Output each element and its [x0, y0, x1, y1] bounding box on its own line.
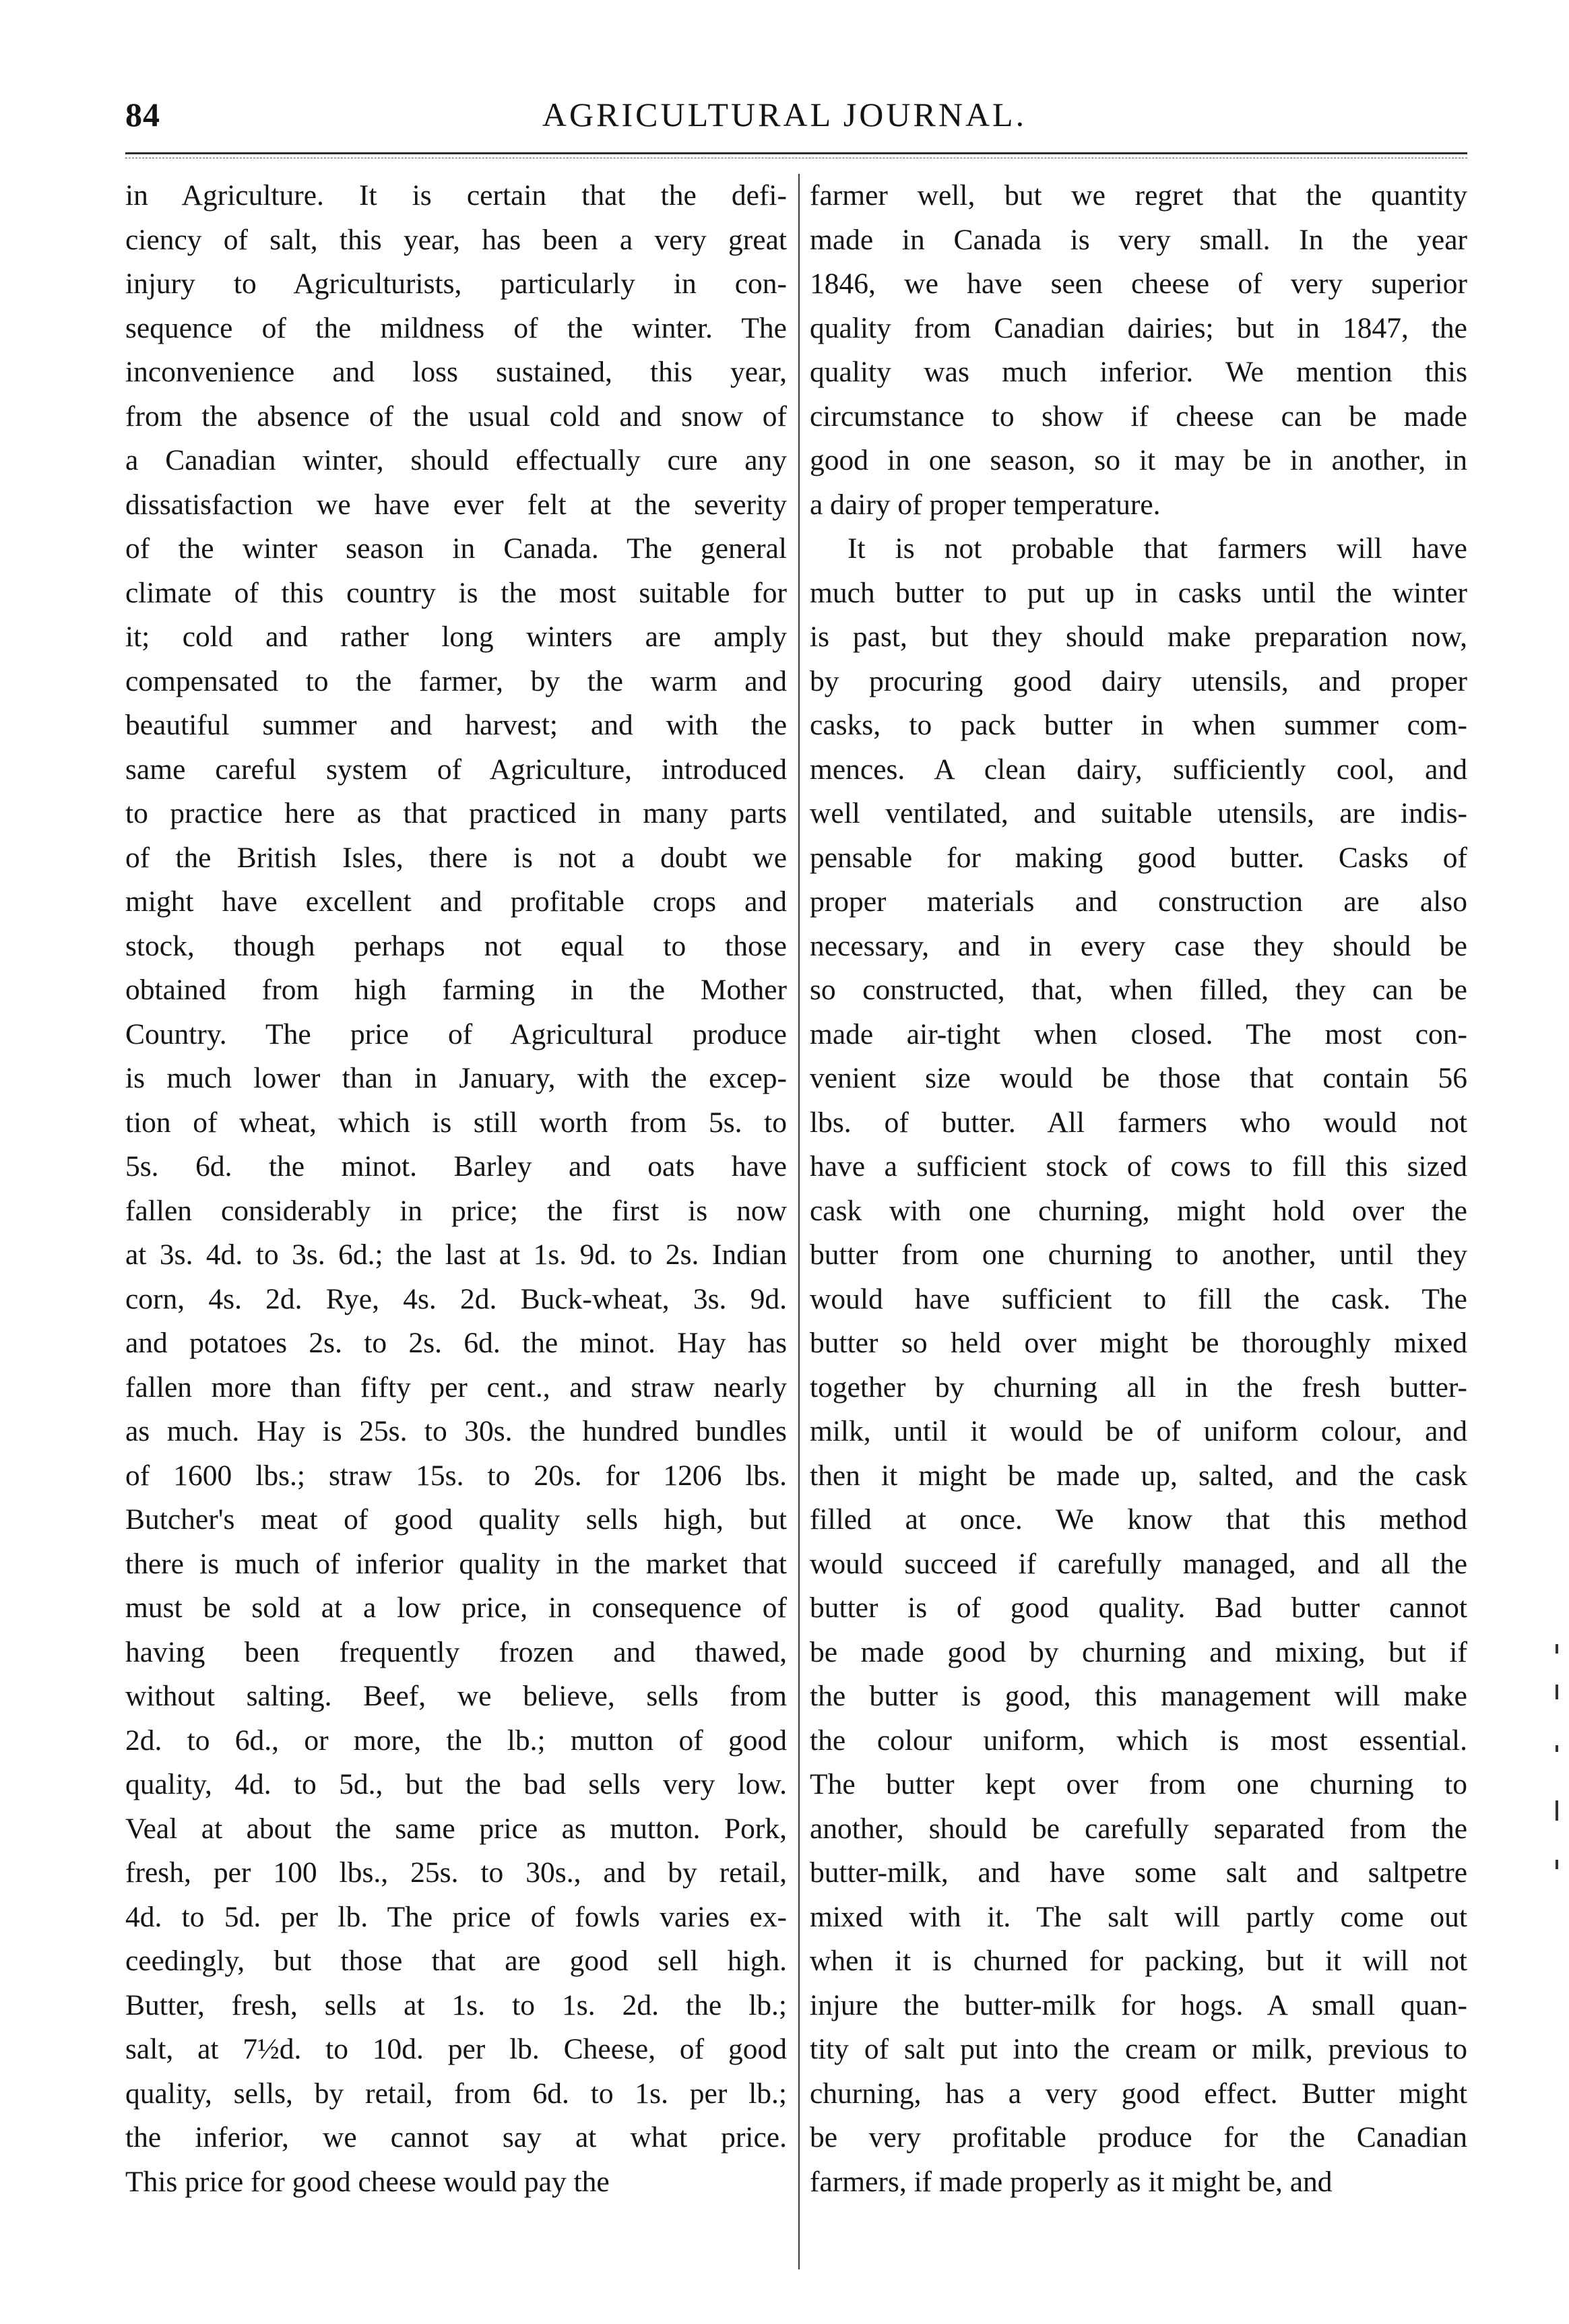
text-line: without salting. Beef, we believe, sells from: [125, 1680, 787, 1712]
text-line: mences. A clean dairy, sufficiently cool, and: [810, 753, 1467, 786]
text-line: would succeed if carefully managed, and all the: [810, 1547, 1467, 1580]
text-line: having been frequently frozen and thawed,: [125, 1635, 787, 1668]
text-line: might have excellent and profitable crops and: [125, 885, 787, 918]
text-line: as much. Hay is 25s. to 30s. the hundred bundles: [125, 1415, 787, 1447]
text-line: of the winter season in Canada. The general: [125, 532, 787, 565]
text-line: 5s. 6d. the minot. Barley and oats have: [125, 1150, 787, 1183]
text-line: butter is of good quality. Bad butter cannot: [810, 1592, 1467, 1624]
text-line: at 3s. 4d. to 3s. 6d.; the last at 1s. 9d. to 2s. Indian: [125, 1238, 787, 1271]
text-line: ciency of salt, this year, has been a very great: [125, 223, 787, 256]
text-line: compensated to the farmer, by the warm and: [125, 664, 787, 697]
text-line: a dairy of proper temperature.: [810, 488, 1161, 521]
text-line: 1846, we have seen cheese of very superior: [810, 268, 1467, 300]
text-line: This price for good cheese would pay the: [125, 2165, 610, 2198]
text-line: Veal at about the same price as mutton. Pork,: [125, 1812, 787, 1845]
text-line: venient size would be those that contain 56: [810, 1062, 1467, 1094]
text-line: sequence of the mildness of the winter. The: [125, 311, 787, 344]
page-number: 84: [125, 96, 160, 133]
left-column: [125, 174, 787, 2204]
text-line: injure the butter-milk for hogs. A small quan-: [810, 1988, 1467, 2021]
text-line: tity of salt put into the cream or milk, previous to: [810, 2033, 1467, 2065]
text-line: churning, has a very good effect. Butter might: [810, 2077, 1467, 2110]
text-line: climate of this country is the most suitable for: [125, 576, 787, 609]
margin-specks: [1553, 1644, 1561, 1900]
text-line: quality was much inferior. We mention this: [810, 356, 1467, 388]
text-line: The butter kept over from one churning to: [810, 1768, 1467, 1800]
text-line: dissatisfaction we have ever felt at the severity: [125, 488, 787, 521]
text-line: from the absence of the usual cold and snow of: [125, 400, 787, 433]
text-line: cask with one churning, might hold over the: [810, 1194, 1467, 1227]
running-head-title: AGRICULTURAL JOURNAL.: [542, 96, 1027, 133]
text-line: proper materials and construction are also: [810, 885, 1467, 918]
text-line: good in one season, so it may be in another, in: [810, 444, 1467, 476]
text-line: then it might be made up, salted, and the cask: [810, 1459, 1467, 1492]
text-line: another, should be carefully separated from the: [810, 1812, 1467, 1845]
text-line: the colour uniform, which is most essential.: [810, 1724, 1467, 1757]
text-line: quality, sells, by retail, from 6d. to 1s. per lb.;: [125, 2077, 787, 2110]
text-line: farmer well, but we regret that the quantity: [810, 179, 1467, 212]
text-line: the butter is good, this management will make: [810, 1680, 1467, 1712]
text-line: so constructed, that, when filled, they can be: [810, 974, 1467, 1006]
text-line: ceedingly, but those that are good sell high.: [125, 1945, 787, 1977]
text-line: injury to Agriculturists, particularly in con-: [125, 268, 787, 300]
text-line: be very profitable produce for the Canadian: [810, 2121, 1467, 2154]
text-line: milk, until it would be of uniform colour, and: [810, 1415, 1467, 1447]
text-line: Butter, fresh, sells at 1s. to 1s. 2d. the lb.;: [125, 1988, 787, 2021]
text-line: butter so held over might be thoroughly mixed: [810, 1327, 1467, 1359]
column-divider: [798, 174, 800, 2269]
text-line: it; cold and rather long winters are amply: [125, 621, 787, 653]
text-line: stock, though perhaps not equal to those: [125, 929, 787, 962]
text-line: would have sufficient to fill the cask. The: [810, 1282, 1467, 1315]
text-line: circumstance to show if cheese can be made: [810, 400, 1467, 433]
text-line: to practice here as that practiced in many parts: [125, 797, 787, 829]
text-line: there is much of inferior quality in the market that: [125, 1547, 787, 1580]
text-line: pensable for making good butter. Casks of: [810, 841, 1467, 874]
text-line: 2d. to 6d., or more, the lb.; mutton of good: [125, 1724, 787, 1757]
text-line: lbs. of butter. All farmers who would not: [810, 1106, 1467, 1139]
text-line: have a sufficient stock of cows to fill this sized: [810, 1150, 1467, 1183]
text-line: filled at once. We know that this method: [810, 1503, 1467, 1536]
text-line: fallen considerably in price; the first is now: [125, 1194, 787, 1227]
text-line: together by churning all in the fresh butter-: [810, 1371, 1467, 1404]
text-line: the inferior, we cannot say at what price.: [125, 2121, 787, 2154]
text-line: butter-milk, and have some salt and saltpetre: [810, 1856, 1467, 1889]
text-line: fallen more than fifty per cent., and straw nearly: [125, 1371, 787, 1404]
text-line: It is not probable that farmers will have: [847, 532, 1467, 565]
right-column: [810, 174, 1467, 2204]
text-line: made in Canada is very small. In the year: [810, 223, 1467, 256]
text-line: made air-tight when closed. The most con-: [810, 1017, 1467, 1050]
text-line: 4d. to 5d. per lb. The price of fowls varies ex-: [125, 1900, 787, 1933]
text-line: butter from one churning to another, until they: [810, 1238, 1467, 1271]
text-line: be made good by churning and mixing, but if: [810, 1635, 1467, 1668]
text-line: in Agriculture. It is certain that the defi-: [125, 179, 787, 212]
text-line: Butcher's meat of good quality sells high, but: [125, 1503, 787, 1536]
text-line: casks, to pack butter in when summer com-: [810, 709, 1467, 741]
text-line: Country. The price of Agricultural produce: [125, 1017, 787, 1050]
text-line: of 1600 lbs.; straw 15s. to 20s. for 1206 lbs.: [125, 1459, 787, 1492]
text-line: quality, 4d. to 5d., but the bad sells very low.: [125, 1768, 787, 1800]
header-rule: [125, 152, 1467, 154]
text-line: a Canadian winter, should effectually cure any: [125, 444, 787, 476]
text-line: tion of wheat, which is still worth from 5s. to: [125, 1106, 787, 1139]
text-line: salt, at 7½d. to 10d. per lb. Cheese, of good: [125, 2033, 787, 2065]
text-line: must be sold at a low price, in consequence of: [125, 1592, 787, 1624]
text-line: by procuring good dairy utensils, and proper: [810, 664, 1467, 697]
text-line: necessary, and in every case they should be: [810, 929, 1467, 962]
text-line: obtained from high farming in the Mother: [125, 974, 787, 1006]
text-line: well ventilated, and suitable utensils, are indis-: [810, 797, 1467, 829]
text-line: mixed with it. The salt will partly come out: [810, 1900, 1467, 1933]
text-line: is past, but they should make preparation now,: [810, 621, 1467, 653]
text-line: of the British Isles, there is not a doubt we: [125, 841, 787, 874]
text-line: fresh, per 100 lbs., 25s. to 30s., and by retail,: [125, 1856, 787, 1889]
text-line: corn, 4s. 2d. Rye, 4s. 2d. Buck-wheat, 3s. 9d.: [125, 1282, 787, 1315]
text-line: beautiful summer and harvest; and with the: [125, 709, 787, 741]
text-line: farmers, if made properly as it might be, and: [810, 2165, 1333, 2198]
text-line: when it is churned for packing, but it will not: [810, 1945, 1467, 1977]
text-line: quality from Canadian dairies; but in 1847, the: [810, 311, 1467, 344]
text-line: is much lower than in January, with the excep-: [125, 1062, 787, 1094]
text-line: much butter to put up in casks until the winter: [810, 576, 1467, 609]
text-line: and potatoes 2s. to 2s. 6d. the minot. Hay has: [125, 1327, 787, 1359]
text-line: inconvenience and loss sustained, this year,: [125, 356, 787, 388]
text-line: same careful system of Agriculture, introduced: [125, 753, 787, 786]
